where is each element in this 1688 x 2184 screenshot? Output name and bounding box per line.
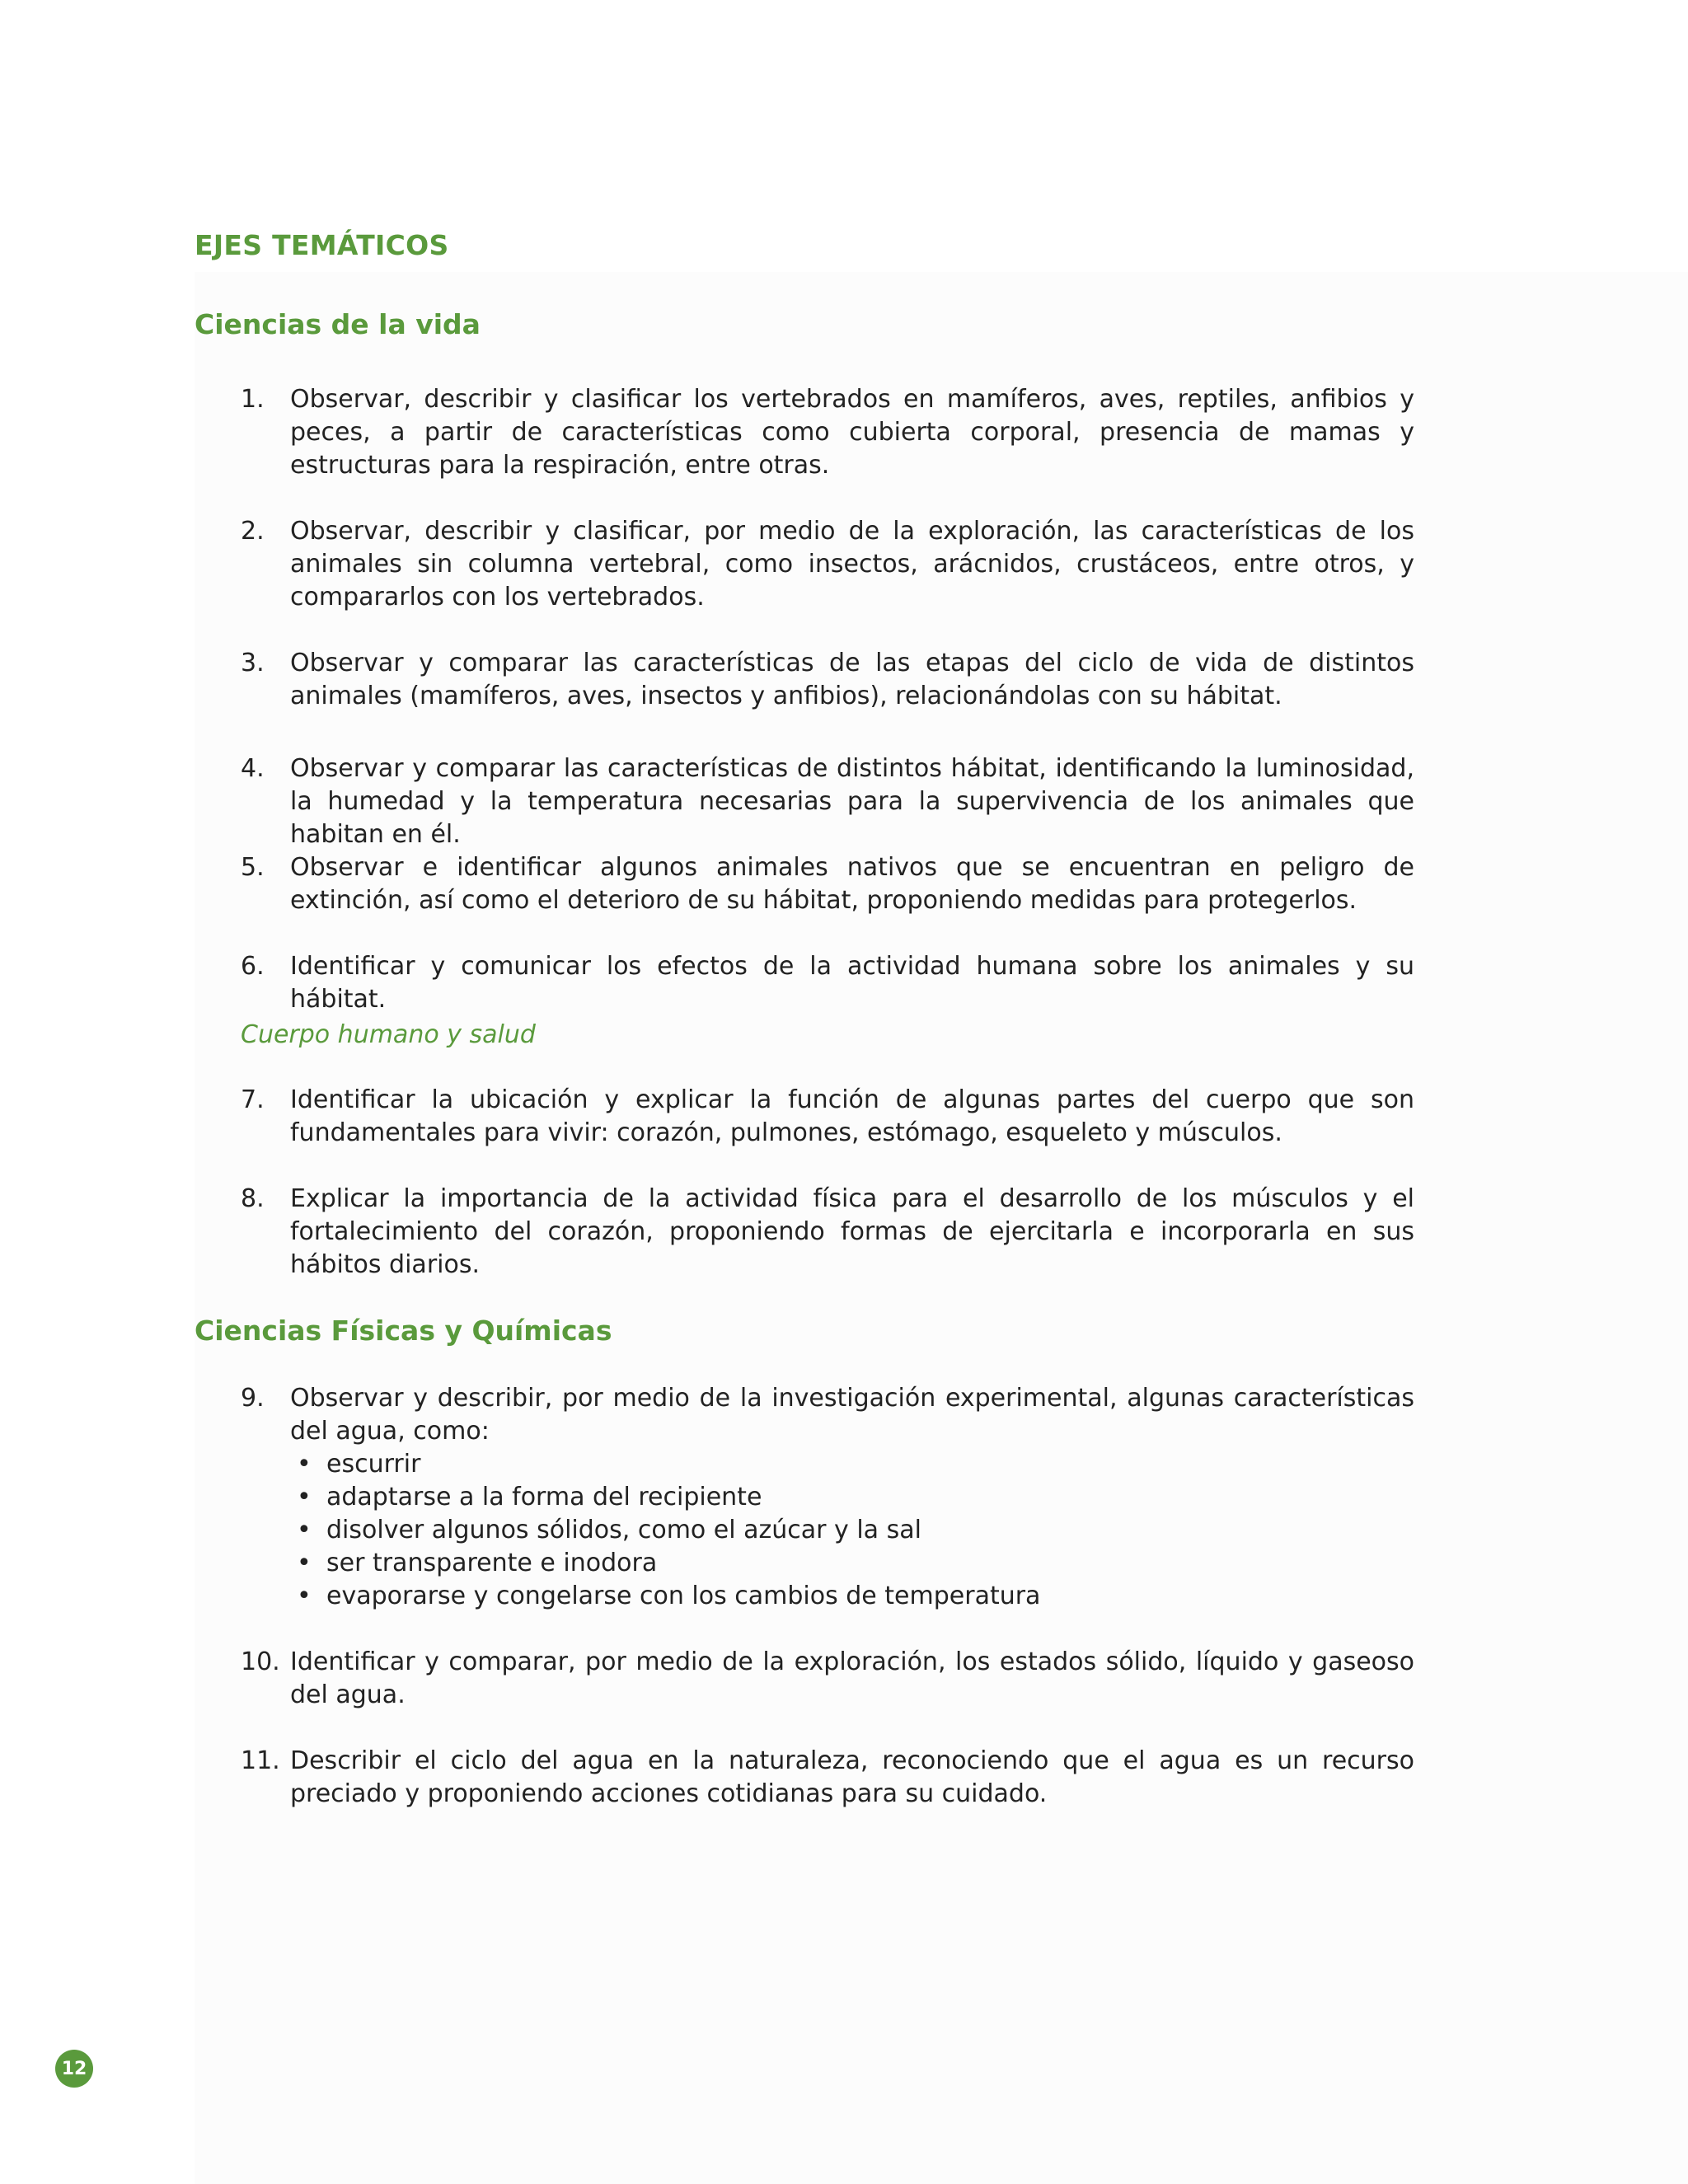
- bullet-icon: •: [297, 1549, 312, 1577]
- item-number: 4.: [241, 754, 265, 783]
- item-number: 5.: [241, 853, 265, 882]
- list-item: [241, 383, 1414, 482]
- item-number: 8.: [241, 1184, 265, 1213]
- item-number: 3.: [241, 649, 265, 677]
- item-text: Explicar la importancia de la actividad física para el desarrollo de los músculos y el fortalecimiento del corazón, proponiendo formas de ejercitarla e incorporarla en sus hábitos diarios.: [290, 1184, 1414, 1279]
- list-item: [241, 950, 1414, 1016]
- list-item: [241, 1084, 1414, 1150]
- item-text: Identificar y comparar, por medio de la exploración, los estados sólido, líquido y gaseoso del agua.: [290, 1647, 1414, 1709]
- item-text: Observar y describir, por medio de la investigación experimental, algunas características del agua, como:: [290, 1384, 1414, 1446]
- list-item: [241, 752, 1414, 851]
- item-text: Observar y comparar las características de las etapas del ciclo de vida de distintos animales (mamíferos, aves, insectos y anfibios), relacionándolas con su hábitat.: [290, 649, 1414, 710]
- subsection-heading-body-health: Cuerpo humano y salud: [241, 1020, 536, 1049]
- item-number: 6.: [241, 952, 265, 981]
- list-item: [241, 1183, 1414, 1282]
- bullet-icon: •: [297, 1450, 312, 1479]
- item-text: Identificar y comunicar los efectos de la actividad humana sobre los animales y su hábitat.: [290, 952, 1414, 1014]
- bullet-item: • disolver algunos sólidos, como el azúcar y la sal: [290, 1514, 1414, 1547]
- list-item: [241, 515, 1414, 614]
- item-number: 7.: [241, 1085, 265, 1114]
- page-title: EJES TEMÁTICOS: [195, 229, 449, 261]
- item-text: Describir el ciclo del agua en la naturaleza, reconociendo que el agua es un recurso preciado y proponiendo acciones cotidianas para su cuidado.: [290, 1746, 1414, 1808]
- item-text: Observar e identificar algunos animales nativos que se encuentran en peligro de extinción, así como el deterioro de su hábitat, proponiendo medidas para protegerlos.: [290, 853, 1414, 915]
- item-number: 1.: [241, 385, 265, 414]
- bullet-item: • escurrir: [290, 1448, 1414, 1481]
- bullet-item: • adaptarse a la forma del recipiente: [290, 1481, 1414, 1514]
- list-item: [241, 1745, 1414, 1811]
- bullet-icon: •: [297, 1483, 312, 1511]
- bullet-item: • evaporarse y congelarse con los cambios de temperatura: [290, 1580, 1414, 1613]
- item-number: 9.: [241, 1384, 265, 1413]
- item-number: 11.: [241, 1746, 280, 1775]
- bullet-list: [290, 1448, 1414, 1613]
- list-item: [241, 647, 1414, 713]
- list-item: [241, 1382, 1414, 1613]
- section-heading-life-sciences: Ciencias de la vida: [195, 308, 481, 340]
- page-number-badge: 12: [55, 2050, 93, 2088]
- list-item: [241, 851, 1414, 917]
- item-text: Observar, describir y clasificar, por medio de la exploración, las características de los animales sin columna vertebral, como insectos, arácnidos, crustáceos, entre otros, y compararlos con los vertebrados.: [290, 517, 1414, 612]
- bullet-icon: •: [297, 1516, 312, 1544]
- item-text: Observar y comparar las características de distintos hábitat, identificando la luminosidad, la humedad y la temperatura necesarias para la supervivencia de los animales que habitan en él.: [290, 754, 1414, 849]
- section-heading-physical-chemical: Ciencias Físicas y Químicas: [195, 1315, 612, 1347]
- item-number: 2.: [241, 517, 265, 546]
- item-text: Identificar la ubicación y explicar la función de algunas partes del cuerpo que son fundamentales para vivir: corazón, pulmones, estómago, esqueleto y músculos.: [290, 1085, 1414, 1147]
- item-number: 10.: [241, 1647, 280, 1676]
- item-text: Observar, describir y clasificar los vertebrados en mamíferos, aves, reptiles, anfibios y peces, a partir de características como cubierta corporal, presencia de mamas y estructuras para la respiración, entre otras.: [290, 385, 1414, 480]
- bullet-icon: •: [297, 1582, 312, 1610]
- list-item: [241, 1646, 1414, 1712]
- bullet-item: • ser transparente e inodora: [290, 1547, 1414, 1580]
